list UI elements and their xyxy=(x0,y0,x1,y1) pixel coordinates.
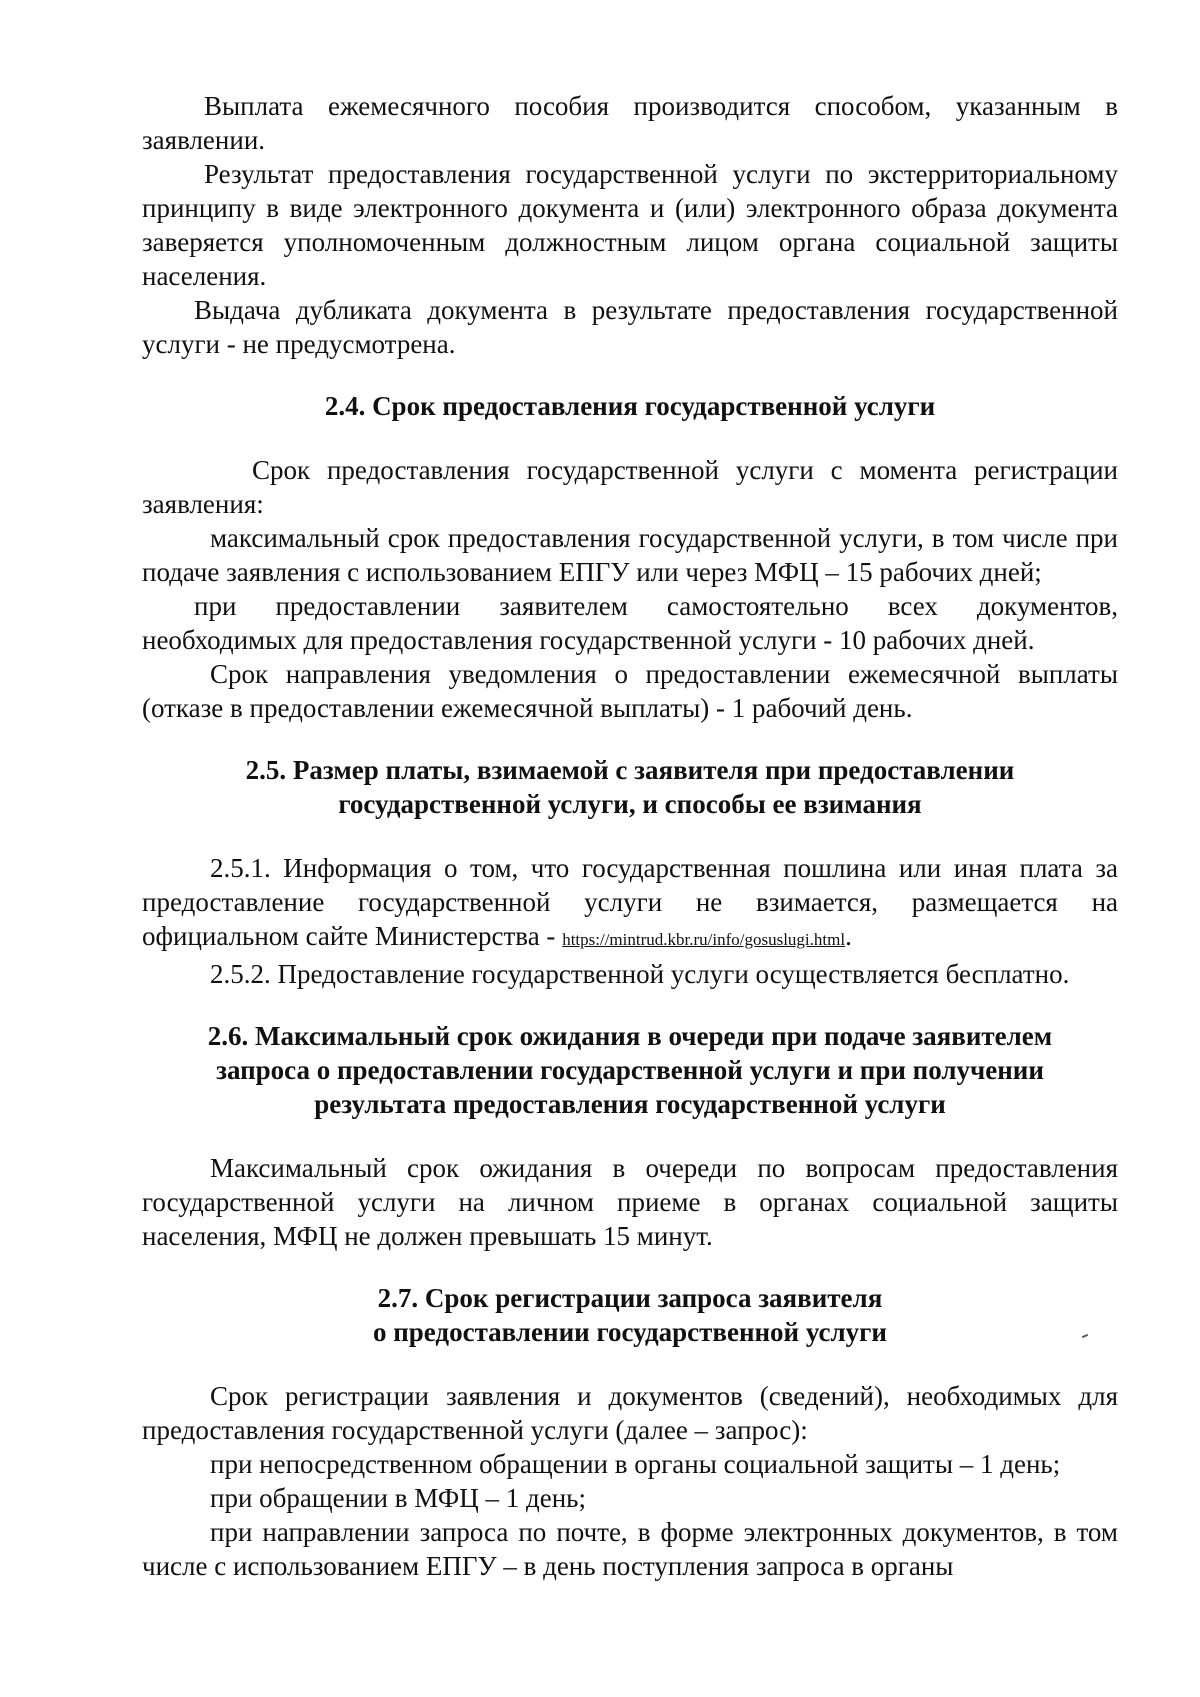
spacer xyxy=(142,423,1118,453)
section-2-4-heading: 2.4. Срок предоставления государственной услуги xyxy=(324,391,936,421)
section-2-6-heading-line-2: запроса о предоставлении государственной услуги и при получении xyxy=(216,1055,1044,1085)
section-2-7-paragraph-3: при обращении в МФЦ – 1 день; xyxy=(210,1483,586,1513)
spacer xyxy=(142,991,1118,1019)
section-2-5-2-paragraph: 2.5.2. Предоставление государственной услуги осуществляется бесплатно. xyxy=(210,959,1070,989)
section-2-4-paragraph-2: максимальный срок предоставления государственной услуги, в том числе при подаче заявления с использованием ЕПГУ или через МФЦ – 15 рабочих дней; xyxy=(142,523,1118,587)
section-2-5-heading-line-2: государственной услуги, и способы ее взимания xyxy=(338,789,922,819)
section-2-4-paragraph-1: Срок предоставления государственной услуги с момента регистрации заявления: xyxy=(142,455,1118,519)
section-2-4-paragraph-3: при предоставлении заявителем самостоятельно всех документов, необходимых для предоставления государственной услуги - 10 рабочих дней. xyxy=(142,591,1118,655)
section-2-6-heading-line-1: 2.6. Максимальный срок ожидания в очереди при подаче заявителем xyxy=(207,1021,1053,1051)
section-2-7-paragraph-1: Срок регистрации заявления и документов (сведений), необходимых для предоставления государственной услуги (далее – запрос): xyxy=(142,1381,1118,1445)
section-2-7-paragraph-4: при направлении запроса по почте, в форме электронных документов, в том числе с использованием ЕПГУ – в день поступления запроса в органы xyxy=(142,1517,1118,1581)
section-2-7-heading xyxy=(142,1281,1118,1349)
section-2-6-heading-line-3: результата предоставления государственной услуги xyxy=(314,1089,946,1119)
intro-paragraph-payment-method: Выплата ежемесячного пособия производится способом, указанным в заявлении. xyxy=(142,91,1118,155)
spacer xyxy=(142,1349,1118,1379)
section-2-4-paragraph-4: Срок направления уведомления о предоставлении ежемесячной выплаты (отказе в предоставлении ежемесячной выплаты) - 1 рабочий день. xyxy=(142,659,1118,723)
spacer xyxy=(142,1121,1118,1151)
ministry-website-link[interactable]: https://mintrud.kbr.ru/info/gosuslugi.html xyxy=(562,930,846,949)
section-2-5-heading-line-1: 2.5. Размер платы, взимаемой с заявителя при предоставлении xyxy=(245,755,1015,785)
intro-paragraph-duplicate: Выдача дубликата документа в результате предоставления государственной услуги - не предусмотрена. xyxy=(142,295,1118,359)
intro-paragraph-extraterritorial-result: Результат предоставления государственной услуги по экстерриториальному принципу в виде электронного документа и (или) электронного образа документа заверяется уполномоченным должностным лицом органа социальной защиты населения. xyxy=(142,159,1118,291)
section-2-7-paragraph-2: при непосредственном обращении в органы социальной защиты – 1 день; xyxy=(210,1449,1061,1479)
document-body xyxy=(142,89,1118,1583)
section-2-7-heading-line-2: о предоставлении государственной услуги xyxy=(372,1317,887,1347)
section-2-5-heading xyxy=(142,753,1118,821)
spacer xyxy=(142,1253,1118,1281)
spacer xyxy=(142,725,1118,753)
section-2-5-1-paragraph xyxy=(142,851,1118,957)
section-2-5-1-end: . xyxy=(845,921,852,951)
section-2-6-paragraph: Максимальный срок ожидания в очереди по вопросам предоставления государственной услуги на личном приеме в органах социальной защиты населения, МФЦ не должен превышать 15 минут. xyxy=(142,1153,1118,1251)
section-2-7-heading-line-1: 2.7. Срок регистрации запроса заявителя xyxy=(377,1283,883,1313)
spacer xyxy=(142,821,1118,851)
section-2-6-heading xyxy=(142,1019,1118,1121)
section-2-5-1-text: 2.5.1. Информация о том, что государственная пошлина или иная плата за предоставление государственной услуги не взимается, размещается на официальном сайте Министерства - xyxy=(142,853,1118,951)
spacer xyxy=(142,361,1118,389)
